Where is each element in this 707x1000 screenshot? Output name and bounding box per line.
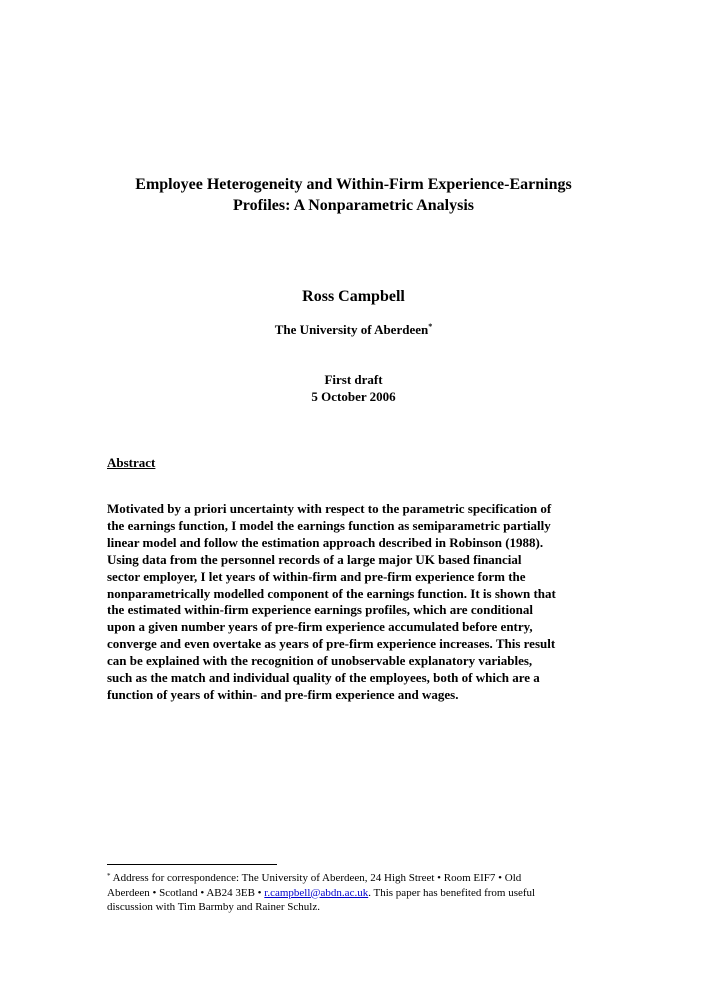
- email-link[interactable]: r.campbell@abdn.ac.uk: [264, 886, 369, 899]
- footnote-line: [107, 871, 607, 886]
- abstract-line: such as the match and individual quality of the employees, both of which are a: [107, 670, 540, 686]
- abstract-line: nonparametrically modelled component of the earnings function. It is shown that: [107, 585, 556, 601]
- title-line: Employee Heterogeneity and Within-Firm Experience-Earnings: [135, 176, 572, 193]
- abstract-line: converge and even overtake as years of pre-firm experience increases. This result: [107, 636, 556, 652]
- abstract-line: sector employer, I let years of within-firm and pre-firm experience form the: [107, 568, 526, 584]
- abstract-line: Motivated by a priori uncertainty with respect to the parametric specification of: [107, 501, 552, 516]
- paper-title: [60, 174, 647, 216]
- draft-info: [60, 371, 647, 405]
- affiliation-text: The University of Aberdeen: [274, 322, 429, 337]
- footnote: [107, 871, 607, 915]
- draft-label: First draft: [324, 372, 383, 387]
- abstract-line: the estimated within-firm experience earnings profiles, which are conditional: [107, 602, 533, 618]
- footnote-text: Aberdeen • Scotland • AB24 3EB •: [107, 886, 265, 899]
- abstract-line: the earnings function, I model the earnings function as semiparametric partially: [107, 517, 551, 533]
- abstract-body: [107, 501, 607, 704]
- footnote-marker: *: [107, 872, 111, 880]
- author-name: Ross Campbell: [302, 288, 405, 305]
- abstract-heading: Abstract: [107, 455, 156, 470]
- abstract-line: Using data from the personnel records of a large major UK based financial: [107, 551, 522, 567]
- draft-date: 5 October 2006: [311, 389, 396, 404]
- footnote-text: . This paper has benefited from useful: [368, 886, 536, 899]
- footnote-divider: [107, 864, 277, 865]
- title-line: Profiles: A Nonparametric Analysis: [232, 197, 475, 214]
- abstract-line: can be explained with the recognition of unobservable explanatory variables,: [107, 653, 533, 669]
- abstract-line: function of years of within- and pre-firm experience and wages.: [107, 686, 459, 702]
- affiliation: [60, 321, 647, 339]
- affiliation-footnote-marker: *: [428, 322, 433, 331]
- footnote-line: [107, 886, 607, 901]
- abstract-line: linear model and follow the estimation approach described in Robinson (1988).: [107, 534, 544, 550]
- footnote-text: Address for correspondence: The University of Aberdeen, 24 High Street • Room EIF7 • Old: [112, 872, 522, 884]
- footnote-line: discussion with Tim Barmby and Rainer Schulz.: [107, 901, 320, 913]
- abstract-line: upon a given number years of pre-firm experience accumulated before entry,: [107, 619, 533, 635]
